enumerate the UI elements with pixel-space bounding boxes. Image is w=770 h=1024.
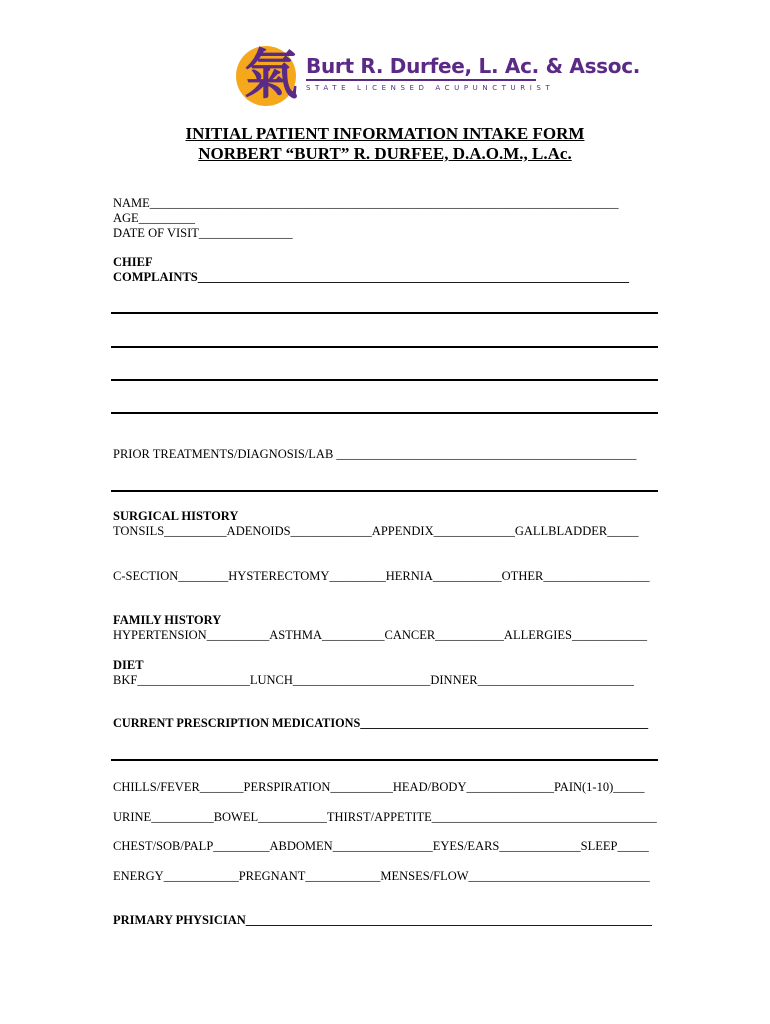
logo-divider	[306, 79, 536, 81]
age-field[interactable]: AGE_________	[113, 211, 195, 225]
medications-line[interactable]	[111, 759, 658, 761]
family-history-heading: FAMILY HISTORY	[113, 613, 222, 627]
chief-label: CHIEF	[113, 255, 153, 269]
complaints-line-1[interactable]	[111, 312, 658, 314]
name-field[interactable]: NAME___________________________________________________________________________	[113, 196, 619, 210]
surgical-history-row-1[interactable]: TONSILS__________ADENOIDS_____________APPENDIX_____________GALLBLADDER_____	[113, 524, 639, 538]
prior-treatments-line[interactable]	[111, 490, 658, 492]
logo-qi-glyph: 氣	[244, 42, 298, 106]
date-of-visit-field[interactable]: DATE OF VISIT_______________	[113, 226, 293, 240]
symptoms-row-1[interactable]: CHILLS/FEVER_______PERSPIRATION__________HEAD/BODY______________PAIN(1-10)_____	[113, 780, 645, 794]
logo-name: Burt R. Durfee, L. Ac. & Assoc.	[306, 54, 641, 78]
surgical-history-heading: SURGICAL HISTORY	[113, 509, 239, 523]
form-subtitle: NORBERT “BURT” R. DURFEE, D.A.O.M., L.Ac.	[198, 144, 572, 163]
complaints-line-4[interactable]	[111, 412, 658, 414]
symptoms-row-3[interactable]: CHEST/SOB/PALP_________ABDOMEN________________EYES/EARS_____________SLEEP_____	[113, 839, 649, 853]
family-history-row[interactable]: HYPERTENSION__________ASTHMA__________CANCER___________ALLERGIES____________	[113, 628, 647, 642]
diet-row[interactable]: BKF__________________LUNCH______________________DINNER_________________________	[113, 673, 634, 687]
primary-physician-field[interactable]: PRIMARY PHYSICIAN_________________________________________________________________	[113, 913, 653, 927]
prior-treatments-field[interactable]: PRIOR TREATMENTS/DIAGNOSIS/LAB ________________________________________________	[113, 447, 637, 461]
logo-tagline: STATE LICENSED ACUPUNCTURIST	[306, 84, 555, 92]
complaints-line-3[interactable]	[111, 379, 658, 381]
current-prescription-medications-field[interactable]: CURRENT PRESCRIPTION MEDICATIONS_______________________________________________	[113, 716, 649, 730]
chief-complaints-field[interactable]: COMPLAINTS_____________________________________________________________________	[113, 270, 629, 284]
surgical-history-row-2[interactable]: C-SECTION________HYSTERECTOMY_________HERNIA___________OTHER_________________	[113, 569, 650, 583]
complaints-line-2[interactable]	[111, 346, 658, 348]
form-title: INITIAL PATIENT INFORMATION INTAKE FORM	[185, 124, 585, 143]
symptoms-row-2[interactable]: URINE__________BOWEL___________THIRST/APPETITE____________________________________	[113, 810, 657, 824]
diet-heading: DIET	[113, 658, 144, 672]
symptoms-row-4[interactable]: ENERGY____________PREGNANT____________MENSES/FLOW_____________________________	[113, 869, 650, 883]
company-logo	[234, 42, 641, 112]
